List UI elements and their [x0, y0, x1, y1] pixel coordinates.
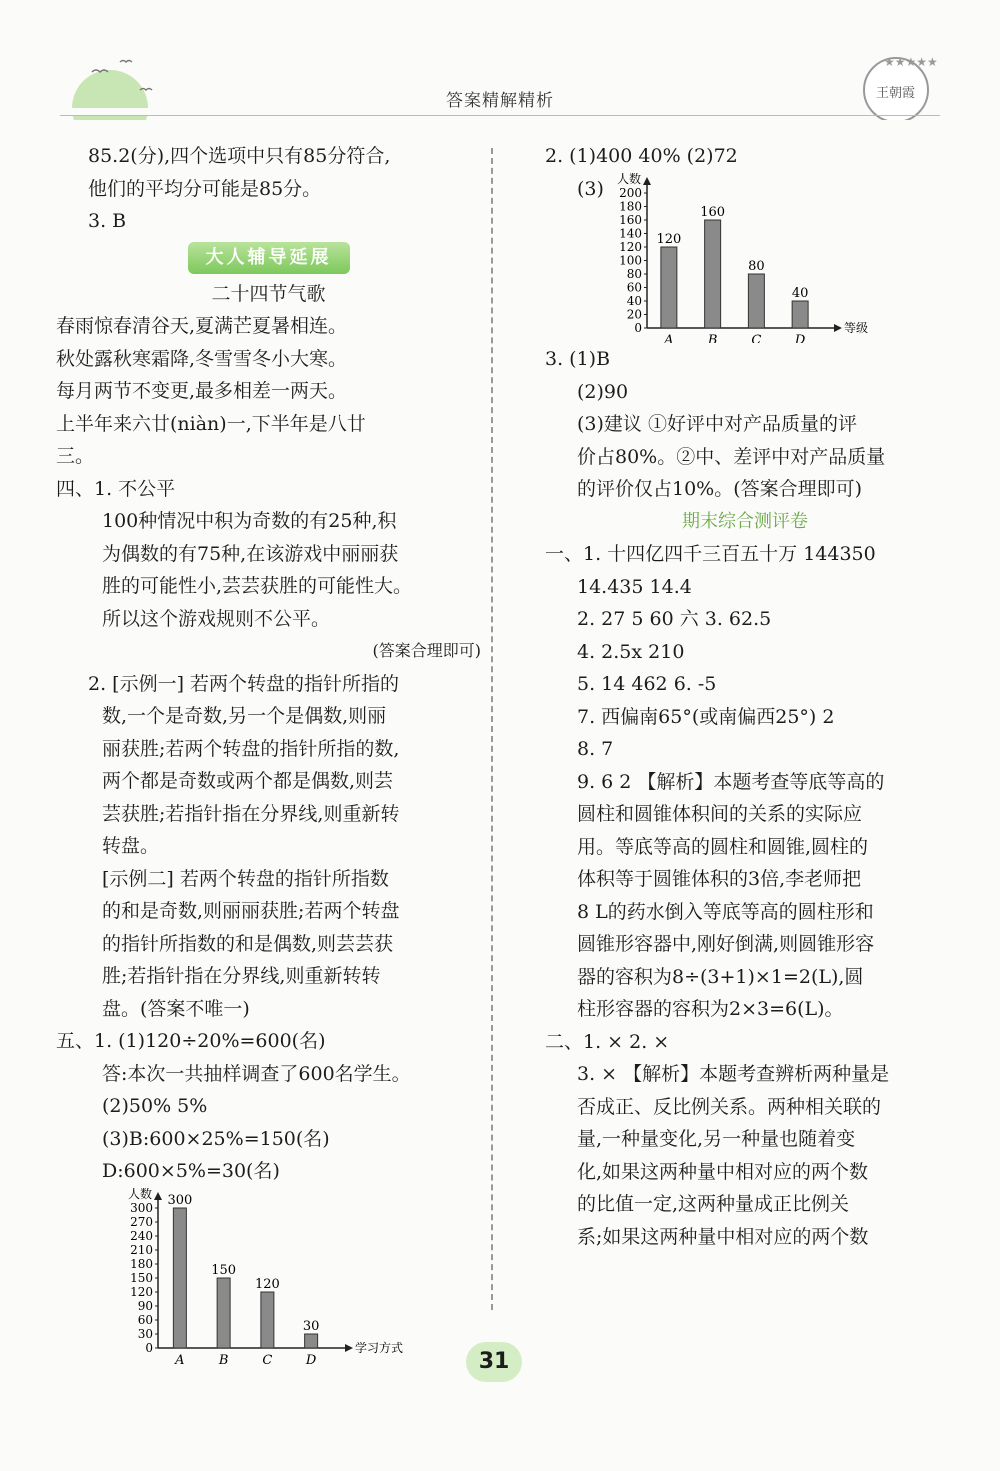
text-line: 85.2(分),四个选项中只有85分符合,	[88, 145, 391, 167]
text-line: (3)B:600×25%=150(名)	[102, 1127, 330, 1150]
x-tick-label: B	[707, 333, 718, 343]
right-column	[545, 140, 945, 1253]
data-label: 300	[167, 1192, 193, 1208]
data-label: 150	[211, 1262, 237, 1278]
data-label: 30	[302, 1318, 320, 1334]
y-axis-label: 人数	[616, 173, 641, 186]
text-line: 四、1. 不公平	[56, 477, 176, 500]
bar	[792, 301, 808, 328]
y-axis-arrow-icon	[154, 1192, 162, 1200]
text-line: 所以这个游戏规则不公平。	[102, 607, 331, 630]
text-line: 他们的平均分可能是85分。	[88, 177, 322, 200]
x-axis-arrow-icon	[834, 324, 842, 332]
y-tick-label: 180	[130, 1256, 153, 1271]
text-line: 8. 7	[577, 738, 614, 760]
text-line: 丽获胜;若两个转盘的指针所指的数,	[102, 737, 400, 760]
text-line: (2)50% 5%	[102, 1095, 208, 1117]
y-tick-label: 160	[619, 213, 642, 227]
text-line: 价占80%。②中、差评中对产品质量	[577, 445, 886, 468]
svg-text:王朝霞: 王朝霞	[876, 86, 916, 101]
text-line: 转盘。	[102, 835, 160, 857]
x-tick-label: D	[305, 1352, 317, 1368]
y-tick-label: 40	[626, 294, 642, 308]
text-line: 否成正、反比例关系。两种相关联的	[577, 1095, 882, 1118]
text-line: 圆锥形容器中,刚好倒满,则圆锥形容	[577, 933, 875, 955]
text-line: (2)90	[577, 380, 629, 403]
text-line: [示例二] 若两个转盘的指针所指数	[102, 867, 389, 890]
y-tick-label: 60	[137, 1312, 153, 1327]
y-tick-label: 30	[137, 1326, 153, 1341]
bar	[705, 220, 721, 328]
y-tick-label: 90	[137, 1298, 153, 1313]
text-line: 春雨惊春清谷天,夏满芒夏暑相连。	[56, 315, 348, 337]
left-column	[56, 140, 481, 1368]
y-tick-label: 0	[145, 1340, 153, 1355]
text-line: 柱形容器的容积为2×3=6(L)。	[577, 998, 844, 1020]
text-line: (3)建议 ①好评中对产品质量的评	[577, 413, 857, 435]
column-divider	[491, 148, 493, 1310]
text-line: 每月两节不变更,最多相差一两天。	[56, 380, 348, 402]
y-tick-label: 20	[626, 307, 642, 322]
header-rule	[60, 115, 940, 116]
text-line: 4. 2.5x 210	[577, 640, 685, 663]
text-line: 为偶数的有75种,在该游戏中丽丽获	[102, 542, 399, 565]
data-label: 120	[254, 1276, 280, 1292]
text-line: 胜;若指针指在分界线,则重新转转	[102, 965, 381, 987]
text-line: 秋处露秋寒霜降,冬雪雪冬小大寒。	[56, 347, 348, 370]
text-line: 圆柱和圆锥体积间的关系的实际应	[577, 803, 863, 825]
text-line: 体积等于圆锥体积的3倍,李老师把	[577, 868, 862, 890]
y-tick-label: 100	[619, 253, 642, 268]
bar-chart	[575, 173, 875, 343]
y-tick-label: 80	[626, 267, 642, 281]
x-tick-label: C	[262, 1352, 273, 1368]
y-tick-label: 120	[130, 1284, 153, 1299]
svg-text:★★★★★: ★★★★★	[884, 55, 938, 69]
text-line: 100种情况中积为奇数的有25种,积	[102, 510, 397, 532]
y-tick-label: 240	[130, 1228, 153, 1243]
data-label: 40	[791, 286, 809, 301]
y-axis-arrow-icon	[643, 177, 651, 185]
bar-chart	[94, 1188, 414, 1368]
y-tick-label: 0	[634, 321, 642, 335]
text-line: 14.435 14.4	[577, 575, 692, 598]
heading: 二十四节气歌	[211, 282, 326, 305]
text-line: 上半年来六廿(niàn)一,下半年是八廿	[56, 412, 366, 435]
bar	[661, 247, 677, 328]
text-line: 两个都是奇数或两个都是偶数,则芸	[102, 770, 394, 792]
text-line: 量,一种量变化,另一种量也随着变	[577, 1128, 856, 1150]
page-header	[0, 0, 1000, 140]
banner-row	[56, 238, 481, 278]
text-line: 三。	[56, 445, 95, 467]
text-line: 胜的可能性小,芸芸获胜的可能性大。	[102, 575, 413, 597]
text-line: 化,如果这两种量中相对应的两个数	[577, 1160, 869, 1183]
x-axis-label: 等级	[844, 321, 869, 335]
text-line: 用。等底等高的圆柱和圆锥,圆柱的	[577, 835, 869, 858]
page-number: 31	[466, 1342, 522, 1382]
x-axis-arrow-icon	[345, 1344, 353, 1352]
text-line: 二、1. × 2. ×	[545, 1030, 670, 1053]
text-line: 3. × 【解析】本题考查辨析两种量是	[577, 1063, 890, 1085]
x-tick-label: B	[218, 1352, 229, 1368]
text-line: 的评价仅占10%。(答案合理即可)	[577, 478, 863, 500]
x-tick-label: C	[751, 333, 762, 343]
y-tick-label: 120	[619, 240, 642, 254]
y-tick-label: 150	[130, 1270, 153, 1285]
bar	[305, 1334, 318, 1348]
note: (答案合理即可)	[372, 641, 481, 660]
page-title: 答案精解精析	[446, 91, 554, 111]
text-line: 一、1. 十四亿四千三百五十万 144350	[545, 543, 876, 565]
text-line: 的比值一定,这两种量成正比例关	[577, 1193, 850, 1215]
x-tick-label: D	[794, 333, 806, 343]
text-line: 7. 西偏南65°(或南偏西25°) 2	[577, 705, 835, 728]
text-line: 3. B	[88, 210, 127, 232]
text-line: 系;如果这两种量中相对应的两个数	[577, 1225, 869, 1248]
y-tick-label: 210	[130, 1242, 153, 1257]
x-tick-label: A	[175, 1352, 185, 1368]
text-line: 器的容积为8÷(3+1)×1=2(L),圆	[577, 965, 864, 988]
text-line: 9. 6 2 【解析】本题考查等底等高的	[577, 770, 885, 793]
data-label: 80	[748, 259, 765, 274]
section-banner: 大人辅导延展	[188, 242, 350, 274]
bar	[173, 1208, 186, 1348]
text-line: 数,一个是奇数,另一个是偶数,则丽	[102, 705, 387, 727]
y-tick-label: 140	[619, 226, 642, 241]
chart-learning-mode	[94, 1188, 481, 1368]
text-line: 五、1. (1)120÷20%=600(名)	[56, 1030, 326, 1052]
text-line: 5. 14 462 6. -5	[577, 673, 717, 695]
text-line: 2. (1)400 40% (2)72	[545, 145, 738, 167]
text-line: 3. (1)B	[545, 348, 611, 370]
chart-grade	[575, 173, 945, 343]
y-tick-label: 270	[130, 1214, 153, 1229]
y-axis-label: 人数	[127, 1187, 152, 1201]
x-tick-label: A	[664, 333, 674, 343]
text-line: 芸获胜;若指针指在分界线,则重新转	[102, 802, 400, 825]
y-tick-label: 60	[626, 280, 642, 295]
text-line: 2. [示例一] 若两个转盘的指针所指的	[88, 672, 400, 695]
text-line: 2. 27 5 60 六 3. 62.5	[577, 608, 772, 630]
text-line: D:600×5%=30(名)	[102, 1160, 280, 1182]
bar	[217, 1278, 230, 1348]
text-line: 8 L的药水倒入等底等高的圆柱形和	[577, 900, 874, 923]
text-line: 的指针所指数的和是偶数,则芸芸获	[102, 932, 394, 955]
y-tick-label: 180	[619, 199, 642, 214]
bar	[261, 1292, 274, 1348]
y-tick-label: 300	[130, 1200, 153, 1215]
text-line: 盘。(答案不唯一)	[102, 997, 250, 1020]
text-line: (3)	[577, 177, 604, 200]
data-label: 120	[656, 232, 682, 247]
text-line: 答:本次一共抽样调查了600名学生。	[102, 1062, 411, 1085]
heading-green: 期末综合测评卷	[682, 510, 808, 532]
data-label: 160	[700, 205, 726, 220]
bar	[748, 274, 764, 328]
y-tick-label: 200	[619, 186, 642, 200]
x-axis-label: 学习方式	[355, 1340, 404, 1355]
text-line: 的和是奇数,则丽丽获胜;若两个转盘	[102, 900, 400, 922]
